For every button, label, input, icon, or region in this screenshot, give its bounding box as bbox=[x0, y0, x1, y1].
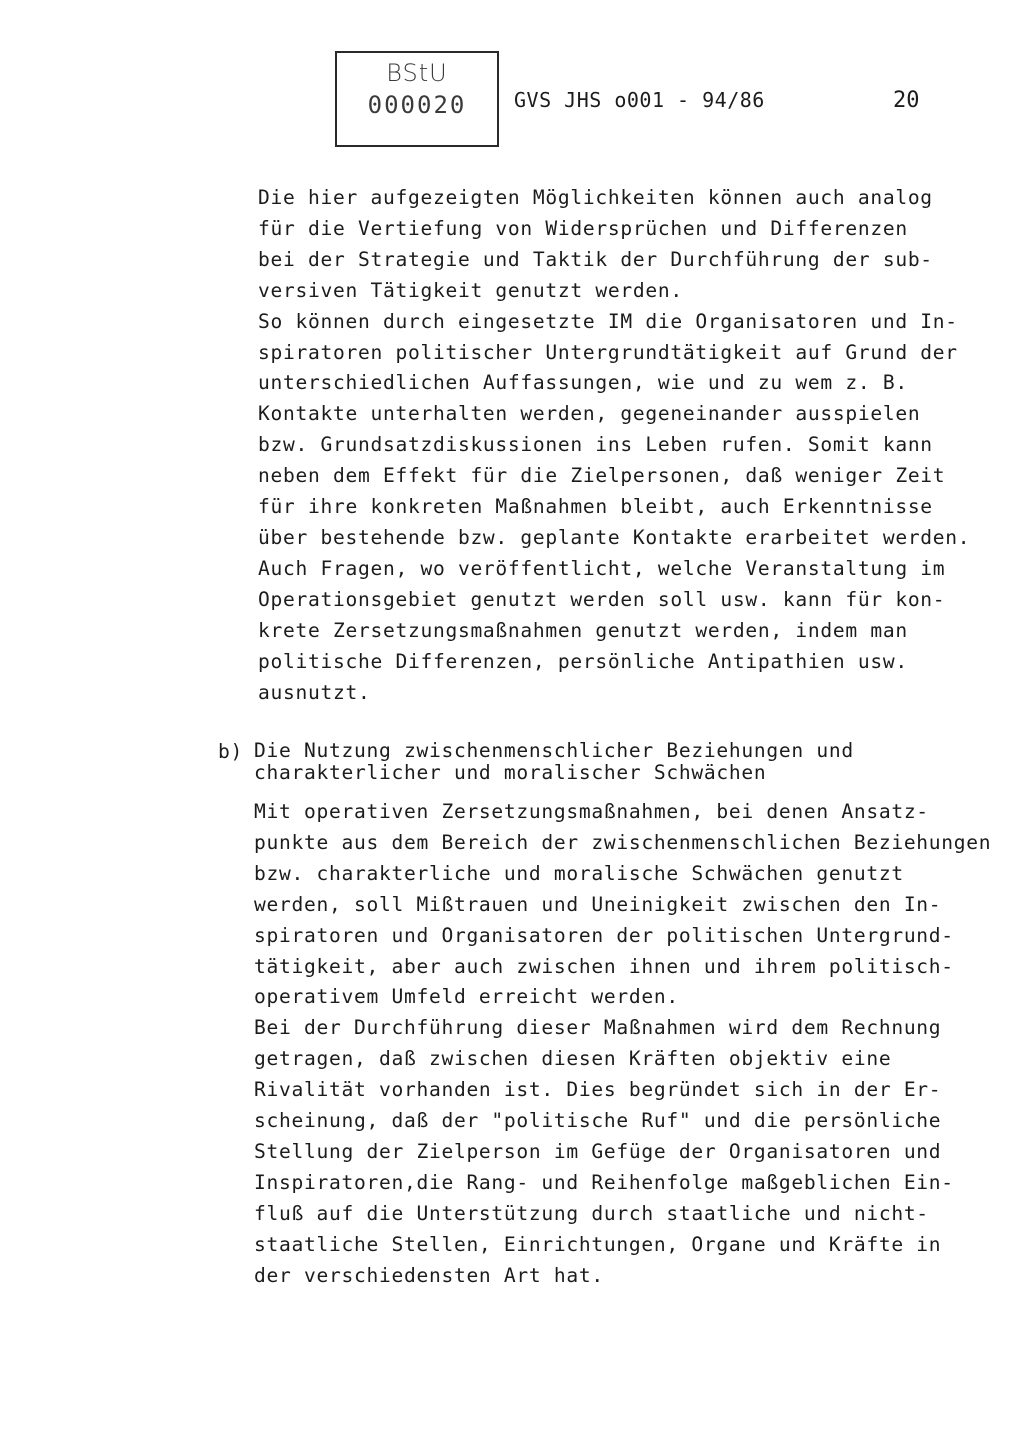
document-reference: GVS JHS o001 - 94/86 bbox=[514, 88, 765, 112]
archive-stamp bbox=[335, 51, 499, 147]
section-heading: Die Nutzung zwischenmenschlicher Beziehungen und charakterlicher und moralischer Schwächen bbox=[254, 739, 854, 784]
body-paragraph-1: Die hier aufgezeigten Möglichkeiten können auch analog für die Vertiefung von Widersprüchen und Differenzen bei der Strategie und Taktik der Durchführung der sub- versiven Tätigkeit genutzt werden. So können durch eingesetzte IM die Organisatoren und In- spiratoren politischer Untergrundtätigkeit auf Grund der unterschiedlichen Auffassungen, wie und zu wem z. B. Kontakte unterhalten werden, gegeneinander ausspielen bzw. Grundsatzdiskussionen ins Leben rufen. Somit kann neben dem Effekt für die Zielpersonen, daß weniger Zeit für ihre konkreten Maßnahmen bleibt, auch Erkenntnisse über bestehende bzw. geplante Kontakte erarbeitet werden. Auch Fragen, wo veröffentlicht, welche Veranstaltung im Operationsgebiet genutzt werden soll usw. kann für kon- krete Zersetzungsmaßnahmen genutzt werden, indem man politische Differenzen, persönliche Antipathien usw. ausnutzt. bbox=[258, 186, 971, 704]
stamp-agency: BStU bbox=[386, 59, 448, 87]
stamp-number: 000020 bbox=[367, 91, 467, 119]
page-number: 20 bbox=[893, 88, 920, 113]
body-paragraph-2: Mit operativen Zersetzungsmaßnahmen, bei denen Ansatz- punkte aus dem Bereich der zwischenmenschlichen Beziehungen bzw. charakterliche und moralische Schwächen genutzt werden, soll Mißtrauen und Uneinigkeit zwischen den In- spiratoren und Organisatoren der politischen Untergrund- tätigkeit, aber auch zwischen ihnen und ihrem politisch- operativem Umfeld erreicht werden. Bei der Durchführung dieser Maßnahmen wird dem Rechnung getragen, daß zwischen diesen Kräften objektiv eine Rivalität vorhanden ist. Dies begründet sich in der Er- scheinung, daß der "politische Ruf" und die persönliche Stellung der Zielperson im Gefüge der Organisatoren und Inspiratoren,die Rang- und Reihenfolge maßgeblichen Ein- fluß auf die Unterstützung durch staatliche und nicht- staatliche Stellen, Einrichtungen, Organe und Kräfte in der verschiedensten Art hat. bbox=[254, 800, 992, 1287]
section-marker: b) bbox=[218, 740, 243, 763]
